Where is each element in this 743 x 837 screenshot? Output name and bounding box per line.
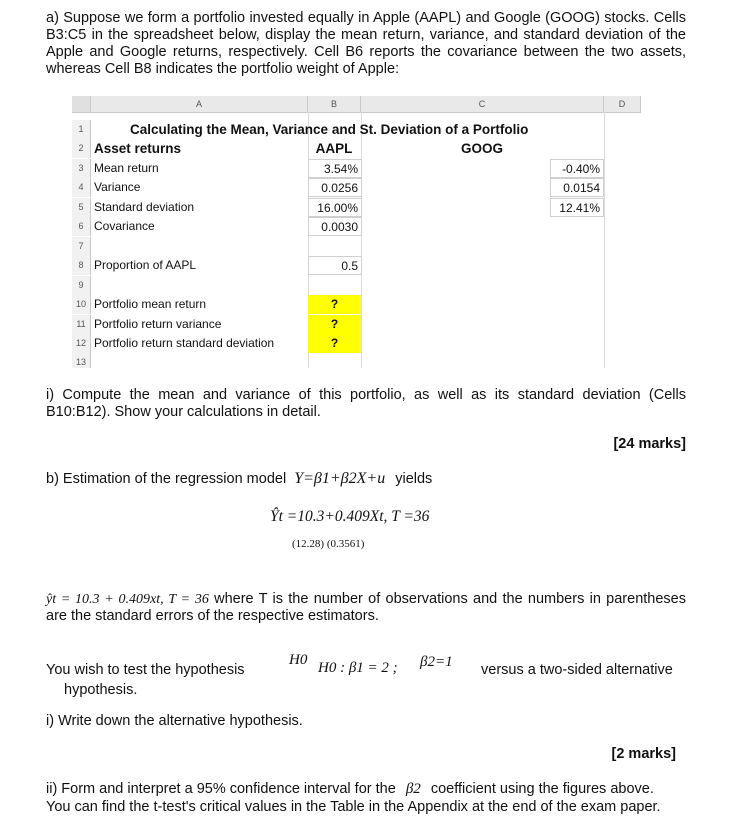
question-b-ii-line2: You can find the t-test's critical values in the Table in the Appendix at the end of the exam paper. — [46, 799, 661, 815]
aapl-sd: 16.00% — [308, 198, 362, 217]
label-standard-deviation: Standard deviation — [94, 200, 195, 214]
label-portfolio-mean: Portfolio mean return — [94, 297, 207, 311]
label-mean-return: Mean return — [94, 161, 159, 175]
where-paragraph — [46, 591, 686, 625]
aapl-header: AAPL — [315, 141, 353, 156]
col-header-c: C — [361, 96, 604, 113]
question-b-ii-a: ii) Form and interpret a 95% confidence interval for the — [46, 781, 396, 797]
spreadsheet — [72, 96, 640, 368]
label-portfolio-sd: Portfolio return standard deviation — [94, 336, 275, 350]
yields-word: yields — [395, 471, 433, 487]
col-header-b: B — [308, 96, 361, 113]
regression-model: Y=β1+β2X+u — [294, 470, 386, 487]
label-covariance: Covariance — [94, 219, 155, 233]
question-b-ii-b: coefficient using the figures above. — [430, 781, 654, 797]
label-variance: Variance — [94, 180, 141, 194]
asset-returns-header: Asset returns — [94, 141, 182, 156]
row-num-1: 1 — [72, 120, 91, 139]
goog-mean: -0.40% — [550, 159, 604, 178]
estimated-equation: Ŷt =10.3+0.409Xt, T =36 — [270, 508, 430, 525]
row-num-9: 9 — [72, 276, 91, 295]
grid-line — [604, 112, 605, 368]
row-num-6: 6 — [72, 217, 91, 236]
goog-variance: 0.0154 — [550, 178, 604, 197]
label-proportion-aapl: Proportion of AAPL — [94, 258, 197, 272]
col-header-d: D — [604, 96, 641, 113]
aapl-mean: 3.54% — [308, 159, 362, 178]
marks-2: [2 marks] — [611, 746, 676, 762]
h0-beta2: β2=1 — [420, 654, 453, 670]
row-num-4: 4 — [72, 178, 91, 197]
marks-24: [24 marks] — [613, 436, 686, 452]
row-num-3: 3 — [72, 159, 91, 178]
h0-beta1: H0 : β1 = 2 ; — [318, 660, 398, 676]
sheet-title: Calculating the Mean, Variance and St. Deviation of a Portfolio — [130, 122, 529, 137]
beta2-symbol: β2 — [405, 781, 421, 797]
part-b-text: b) Estimation of the regression model — [46, 471, 287, 487]
goog-sd: 12.41% — [550, 198, 604, 217]
hypothesis-word: hypothesis. — [64, 682, 138, 698]
row-num-8: 8 — [72, 256, 91, 275]
portfolio-sd-cell: ? — [308, 334, 361, 353]
part-b-line — [46, 470, 432, 488]
row-num-13: 13 — [72, 353, 91, 368]
sheet-corner — [72, 96, 91, 113]
where-equation: ŷt = 10.3 + 0.409xt, T = 36 — [46, 592, 209, 607]
standard-errors: (12.28) (0.3561) — [292, 538, 365, 550]
col-header-a: A — [91, 96, 308, 113]
row-num-5: 5 — [72, 198, 91, 217]
row-num-11: 11 — [72, 315, 91, 334]
question-b-i: i) Write down the alternative hypothesis. — [46, 713, 303, 729]
goog-header: GOOG — [460, 141, 503, 156]
row-num-7: 7 — [72, 237, 91, 256]
test-hypothesis-text: You wish to test the hypothesis — [46, 662, 245, 678]
covariance-value: 0.0030 — [308, 217, 362, 236]
aapl-variance: 0.0256 — [308, 178, 362, 197]
where-text: where T is the number of observations and the numbers in parentheses are the standard errors of the respective estimators. — [46, 591, 686, 624]
versus-text: versus a two-sided alternative — [481, 662, 673, 678]
portfolio-variance-cell: ? — [308, 315, 361, 334]
h0-label: H0 — [289, 652, 308, 668]
portfolio-mean-cell: ? — [308, 295, 361, 314]
proportion-aapl-value: 0.5 — [308, 256, 362, 275]
label-portfolio-variance: Portfolio return variance — [94, 317, 222, 331]
row-num-10: 10 — [72, 295, 91, 314]
row-num-12: 12 — [72, 334, 91, 353]
intro-paragraph: a) Suppose we form a portfolio invested equally in Apple (AAPL) and Google (GOOG) stocks. Cells B3:C5 in the spreadsheet below, display the mean return, variance, and standard deviation of the Apple and Google returns, respectively. Cell B6 reports the covariance between the two assets, whereas Cell B8 indicates the portfolio weight of Apple: — [46, 10, 686, 77]
row-num-2: 2 — [72, 139, 91, 158]
question-a-i: i) Compute the mean and variance of this portfolio, as well as its standard deviation (Cells B10:B12). Show your calculations in detail. — [46, 387, 686, 420]
question-b-ii-line1 — [46, 781, 654, 798]
